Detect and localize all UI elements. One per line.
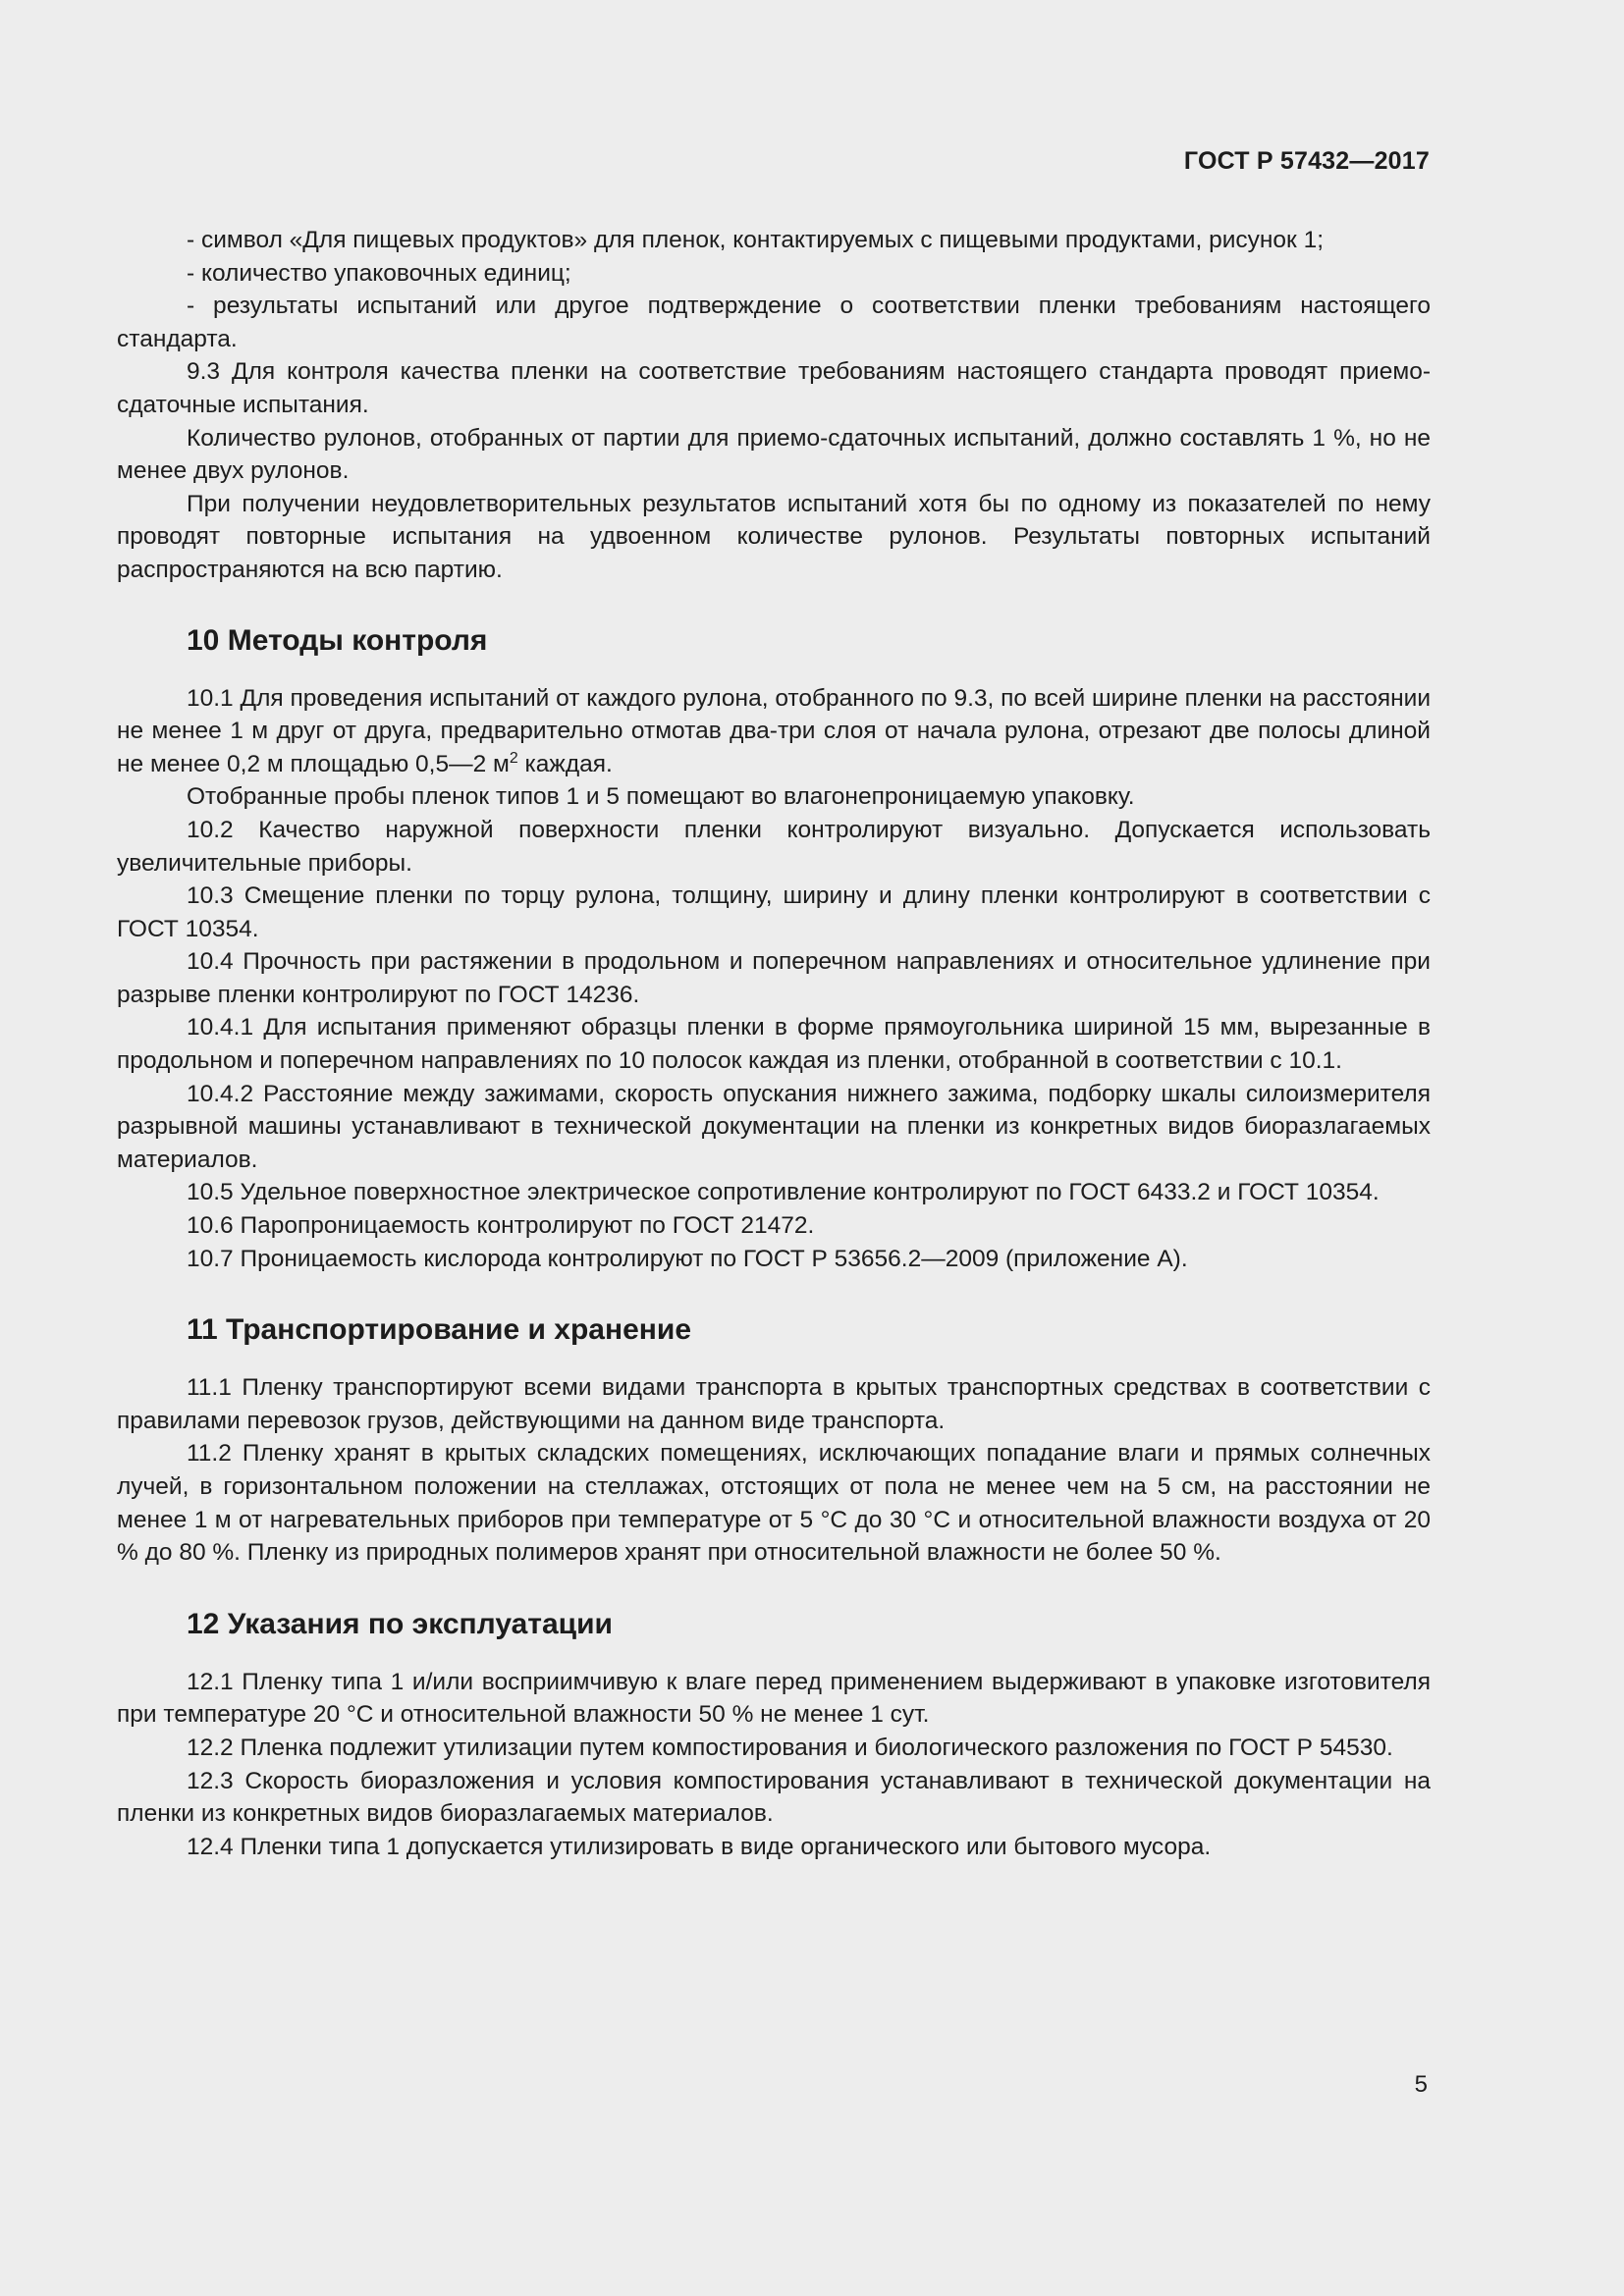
clause-10-2: 10.2 Качество наружной поверхности пленки контролируют визуально. Допускается использовать увеличительные приборы. <box>117 816 1431 877</box>
clause-10-4-2: 10.4.2 Расстояние между зажимами, скорость опускания нижнего зажима, подборку шкалы силоизмерителя разрывной машины устанавливают в технической документации на пленки из конкретных видов биоразлагаемых материалов. <box>117 1080 1431 1173</box>
intro-paragraph: При получении неудовлетворительных результатов испытаний хотя бы по одному из показателей по нему проводят повторные испытания на удвоенном количестве рулонов. Результаты повторных испытаний распространяются на всю партию. <box>117 490 1431 583</box>
clause-10-3: 10.3 Смещение пленки по торцу рулона, толщину, ширину и длину пленки контролируют в соответствии с ГОСТ 10354. <box>117 882 1431 942</box>
document-header: ГОСТ Р 57432—2017 <box>1183 147 1430 175</box>
section-12-heading: 12 Указания по эксплуатации <box>187 1607 614 1640</box>
clause-10-4: 10.4 Прочность при растяжении в продольном и поперечном направлениях и относительное удлинение при разрыве пленки контролируют по ГОСТ 14236. <box>117 948 1431 1008</box>
clause-9-3: 9.3 Для контроля качества пленки на соответствие требованиям настоящего стандарта проводят приемо-сдаточные испытания. <box>117 358 1431 418</box>
clause-10-1-text: 10.1 Для проведения испытаний от каждого рулона, отобранного по 9.3, по всей ширине пленки на расстоянии не менее 1 м друг от друга, предварительно отмотав два-три слоя от начала рулона, отрезают две полосы длиной не менее 0,2 м площадью 0,5—2 м <box>117 684 1431 777</box>
clause-12-1: 12.1 Пленку типа 1 и/или восприимчивую к влаге перед применением выдерживают в упаковке изготовителя при температуре 20 °С и относительной влажности 50 % не менее 1 сут. <box>117 1668 1431 1729</box>
clause-12-4: 12.4 Пленки типа 1 допускается утилизировать в виде органического или бытового мусора. <box>187 1833 1212 1860</box>
intro-paragraph: Количество рулонов, отобранных от партии для приемо-сдаточных испытаний, должно составлять 1 %, но не менее двух рулонов. <box>117 424 1431 485</box>
intro-paragraph: - символ «Для пищевых продуктов» для пленок, контактируемых с пищевыми продуктами, рисунок 1; <box>187 227 1325 253</box>
clause-11-1: 11.1 Пленку транспортируют всеми видами транспорта в крытых транспортных средствах в соответствии с правилами перевозок грузов, действующими на данном виде транспорта. <box>117 1374 1431 1434</box>
section-10-paragraph: Отобранные пробы пленок типов 1 и 5 помещают во влагонепроницаемую упаковку. <box>187 783 1135 811</box>
clause-10-4-1: 10.4.1 Для испытания применяют образцы пленки в форме прямоугольника шириной 15 мм, вырезанные в продольном и поперечном направлениях по 10 полосок каждая из пленки, отобранной в соответствии с 10.1. <box>117 1014 1431 1075</box>
superscript: 2 <box>509 749 518 767</box>
clause-10-5: 10.5 Удельное поверхностное электрическое сопротивление контролируют по ГОСТ 6433.2 и ГОСТ 10354. <box>187 1179 1380 1206</box>
clause-11-2: 11.2 Пленку хранят в крытых складских помещениях, исключающих попадание влаги и прямых солнечных лучей, в горизонтальном положении на стеллажах, отстоящих от пола не менее чем на 5 см, на расстоянии не менее 1 м от нагревательных приборов при температуре от 5 °С до 30 °С и относительной влажности воздуха от 20 % до 80 %. Пленку из природных полимеров хранят при относительной влажности не более 50 %. <box>117 1440 1431 1567</box>
clause-12-2: 12.2 Пленка подлежит утилизации путем компостирования и биологического разложения по ГОСТ Р 54530. <box>187 1734 1393 1761</box>
page-number: 5 <box>1414 2071 1428 2098</box>
intro-paragraph: - количество упаковочных единиц; <box>187 259 571 287</box>
document-body <box>117 224 1431 1863</box>
section-10-heading: 10 Методы контроля <box>187 623 488 657</box>
clause-12-3: 12.3 Скорость биоразложения и условия компостирования устанавливают в технической документации на пленки из конкретных видов биоразлагаемых материалов. <box>117 1767 1431 1828</box>
clause-10-7: 10.7 Проницаемость кислорода контролируют по ГОСТ Р 53656.2—2009 (приложение А). <box>187 1245 1188 1272</box>
clause-10-6: 10.6 Паропроницаемость контролируют по ГОСТ 21472. <box>187 1212 815 1240</box>
clause-10-1-text-end: каждая. <box>517 750 613 777</box>
intro-paragraph: - результаты испытаний или другое подтверждение о соответствии пленки требованиям настоящего стандарта. <box>117 293 1431 352</box>
clause-10-1 <box>117 682 1431 781</box>
section-11-heading: 11 Транспортирование и хранение <box>187 1313 692 1347</box>
